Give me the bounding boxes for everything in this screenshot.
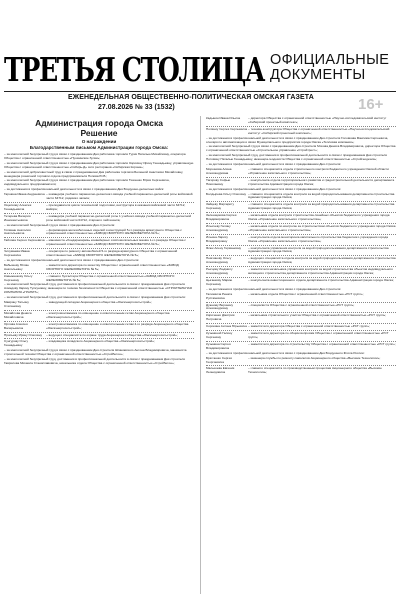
people-list-top — [206, 117, 396, 136]
person-name: Ощепкову Алексея Геннадьевича — [4, 202, 32, 211]
person-name: Гаршина Ивана Андреевича — [4, 192, 45, 197]
person-row — [206, 168, 396, 176]
person-role: – консультанта управления контроля за водой природопользования департамента строительства Администрации города Омска; — [248, 245, 389, 254]
paragraph: – за многолетний безупречный труд в связи с празднованием Дня работника торговли Зорихину Ирину Геннадьевну, управляющую Общества с ограниченной ответственностью «Сибирь-Д» сети ресторанов «Сибирская Корона»; — [4, 160, 194, 169]
person-role: – ведущего специалиста по охране труда Акционерного общества «Омскэнергосетьстрой»; — [46, 332, 178, 337]
person-role: – заместителя директора по строительству Общества с ограниченной ответственностью «РСТ групп»; — [248, 341, 396, 346]
section-heading-c: – за достижения в профессиональной деятельности в связи с празднованием Дня строителя: — [206, 286, 342, 291]
age-rating-badge: 16+ — [358, 96, 384, 113]
paragraph: – за многолетний безупречный труд в связи с празднованием Дня работника торговли Турик Наталью Михайловну, оператора Общества с ограниченной ответственностью «Пушкинские булки»; — [4, 152, 186, 160]
person-row — [206, 203, 396, 211]
person-role: – заведующей складом Акционерного общества «Омскэнергосетьстрой»; — [46, 300, 152, 305]
person-role: – главного бухгалтера Общества с ограниченной ответственностью «ЗАВОД СБОРНОГО ЖЕЛЕЗОБЕТОНА № 5»; — [46, 273, 175, 282]
person-name: Кадынин Ивана Ильича — [206, 116, 241, 120]
preamble: Благодарственным письмом Администрации города Омска: — [29, 144, 169, 150]
newspaper-logo — [4, 38, 266, 90]
person-role: – электромонтажника по освещению и осветительным сетям Акционерного общества «Омскэнергосетьстрой»; — [46, 310, 170, 319]
person-role: – заместителя начальника управления контроля за водой строительства объектов индивидуального жилищного строительства департамента строительства Администрации города Омска; — [248, 267, 393, 276]
person-row — [4, 312, 194, 320]
person-role: – начальника отдела Общества с ограниченной ответственностью «РСТ групп»; — [248, 291, 364, 296]
column-divider — [200, 116, 201, 594]
section-heading-b: – за достижения в профессиональной деятельности в связи с празднованием Дня строителя: — [206, 186, 342, 191]
person-name: Тетерева Валерия Иннокентьевича — [4, 213, 31, 222]
issue-number: 27.08.2026 № 33 (1532) — [98, 104, 175, 111]
person-row — [4, 250, 194, 258]
section-heading-5: – за многолетний безупречный труд, достижения в профессиональной деятельности в связи с празднованием Дня строителя: — [4, 295, 186, 300]
person-row — [206, 357, 396, 365]
person-name: Малышева Евгения Леонидовича — [206, 366, 235, 375]
person-row — [4, 334, 194, 338]
person-row — [4, 264, 194, 272]
person-role: – электромонтажника по освещению и осветительным сетям 4-го разряда Акционерного общества «Омскэнергосетьстрой»; — [46, 321, 189, 330]
paragraph: – за достижения в профессиональной деятельности в связи с празднованием Дня Воздушно-десантных войск: — [4, 187, 165, 192]
person-row — [4, 275, 194, 283]
person-row — [206, 268, 396, 276]
person-name: Орлова Алексея Валерьевича — [4, 321, 28, 330]
person-row — [206, 314, 396, 322]
person-role: – директора Общества с ограниченной ответственностью «Научно-исследовательский институт «Сибирский проектный комплекс»; — [248, 116, 387, 124]
person-row — [4, 301, 194, 309]
person-name: Галиевича Рената Рустамовича — [206, 291, 233, 300]
person-name: Михайлова Дениса Михайловича — [4, 310, 32, 319]
people-list-d — [206, 357, 396, 376]
person-role: – инженера службы по ремонту самолетов Акционерного общества «Высокие Технологии»; — [248, 355, 381, 360]
person-name: Чичумаева Ивана Сергеевича — [4, 249, 30, 258]
person-role: – главного специалиста отдела контроля за водой природопользования департамента строительства Администрации города Омска; — [248, 202, 395, 211]
section-heading-d: – за достижения в профессиональной деятельности в связи с празднованием Дня Воздушного Флота России: — [206, 350, 365, 355]
masthead — [0, 0, 400, 112]
people-list-b — [206, 193, 396, 287]
person-name: Маврину Татьяну Степановну — [4, 300, 29, 308]
org-heading: Администрация города Омска — [35, 118, 163, 128]
paragraph: – за многолетний безупречный труд в связи с празднованием Дня работника торговли Ткаченко Юрия Сергеевича, индивидуального предпринимателя; — [4, 178, 170, 187]
person-role: – главного специалиста отдела строительного контроля бюджетного учреждения Омской области «Управление капитального строительства»; — [248, 166, 389, 175]
person-row — [206, 247, 396, 255]
section-heading-2: – за многолетний безупречный труд в связи с празднованием Дня строителя: — [4, 222, 116, 227]
person-role: – начальника строительного участка Общества с ограниченной ответственностью «РСТ групп»; — [248, 313, 387, 318]
person-name: Морозкова Алина Александровна — [206, 166, 232, 175]
person-role: – машиниста «бондарноарма» конвейерных и вспомогательных машин 1-го разряда Общества с ограниченной ответственностью «ЗАВОД СБОРНОГО ЖЕЛЕЗОБЕТОНА № 5»; — [46, 238, 186, 247]
people-list-1 — [4, 193, 194, 222]
person-role: – командира учебного парашютно-десантного взвода учебной парашютно-десантной роты войсковой части 64712, рядового запаса; — [46, 192, 193, 201]
person-name: Цыганкову Марию Сергеевну — [206, 278, 233, 286]
person-row — [206, 279, 396, 287]
official-line-2: ДОКУМЕНТЫ — [270, 67, 366, 83]
person-row — [206, 367, 396, 375]
person-role: – заместителя директора Общества с ограниченной ответственностью «РСТ групп»; — [248, 324, 370, 329]
person-name: Дуюнову Веронику Александровну — [206, 302, 234, 311]
people-list-a — [206, 168, 396, 187]
person-name: Гопманн Анатолия Анатольевича — [4, 227, 31, 236]
person-role: – техника-конструктора Общества с ограниченной ответственностью «Научно-исследовательский институт «Сибирский проектный комплекс»; — [248, 126, 390, 135]
person-name: Кузьминой Галину Сергеевну — [206, 331, 233, 339]
person-name: Сорокина Антона Юрьевича — [206, 324, 247, 329]
person-row — [206, 332, 396, 340]
person-row — [4, 193, 194, 201]
person-name: Рысцову Людмилу Александровну — [206, 267, 233, 276]
person-name: Братченко Сергея Георгиевича — [206, 355, 232, 364]
paragraph: – за достижения в профессиональной деятельности в связи с празднованием Дня строителя: — [206, 162, 342, 167]
person-role: – консультанта отдела территориального развития и градостроительной деятельности департамента строительства Администрации города Омска; — [248, 177, 395, 186]
person-row — [4, 323, 194, 331]
person-name: Ильичеву Галину Александровну — [206, 223, 231, 232]
person-row — [4, 229, 194, 237]
people-list-2 — [4, 229, 194, 258]
section-paragraph-4: – за многолетний безупречный труд, достижения в профессиональной деятельности в связи с празднованием Дня строителя Ахмедову Зарину Тулкуновну, инженера по технике безопасности Общества с ограниченной ответственностью «СТРОИТЕЛЬНАЯ КОМПАНИЯ «ГРАНИТ»; — [4, 282, 192, 295]
person-row — [206, 304, 396, 312]
person-name: Зайцеву Маргариту Сергеевну — [206, 202, 235, 211]
masthead-rule — [4, 91, 396, 92]
newspaper-title: ТРЕТЬЯ СТОЛИЦА — [4, 50, 266, 89]
person-row — [4, 239, 194, 247]
person-row — [206, 343, 396, 351]
person-role: – заместителя директора по качеству Общества с ограниченной ответственностью «ЗАВОД СБОРНОГО ЖЕЛЕЗОБЕТОНА № 5»; — [46, 262, 179, 271]
people-list-3 — [4, 264, 194, 283]
tagline: ЕЖЕНЕДЕЛЬНАЯ ОБЩЕСТВЕННО-ПОЛИТИЧЕСКАЯ ОМСКАЯ ГАЗЕТА — [68, 94, 314, 101]
person-name: Кириченко Дмитрия Петровича — [206, 313, 235, 322]
section-heading-3: – за достижения в профессиональной деятельности в связи с празднованием Дня строителя: — [4, 257, 140, 262]
person-row — [206, 117, 396, 125]
person-row — [206, 225, 396, 233]
person-role: – консультанта отдела мониторинга капитального строительства бюджетного учреждения города Омска «Управление капитального строительства»; — [248, 234, 388, 243]
subject-heading: О награждении — [81, 139, 117, 144]
official-line-1: ОФИЦИАЛЬНЫЕ — [270, 52, 390, 68]
person-name: Ясюк Алену Германовну — [206, 245, 242, 250]
official-documents-label — [270, 53, 396, 83]
person-role: – кладовщика складского Акционерного общества «Омскэнергосетьстрой»; — [46, 339, 155, 344]
person-row — [4, 215, 194, 223]
person-name: Немчинову Ольгу Александровну — [206, 256, 232, 265]
paragraph: – за многолетний безупречный труд, достижения в профессиональной деятельности в связи с празднованием Дня строителя Гаврилова Михаила Станиславовича, начальника отдела Общества с ограниченной ответственностью «Стройбетон»; — [4, 357, 185, 365]
person-name: Болдырева Ольгу Олеговну — [206, 191, 247, 196]
person-name: Гайлова Сергея Сергеевича — [4, 238, 45, 243]
person-name: Сунгурову Ольгу Геннадьевну — [4, 339, 29, 348]
person-name: Бабышеву Юлию Анатольевну — [4, 262, 29, 271]
section-paragraphs-a — [206, 137, 396, 167]
decision-heading: Решение — [80, 128, 118, 138]
person-role: – главного специалиста по производственным процессам Акционерного общества «Высокие Технологии»; — [248, 366, 382, 375]
people-list-5 — [4, 301, 194, 348]
person-name: Ковыженкову Ольгу Сергеевну — [4, 273, 33, 282]
person-role: – начальника отдела по контролю за строительством объектов бюджетного учреждения города Омска «Управление капитального строительства»; — [248, 223, 396, 232]
left-column — [4, 118, 194, 367]
person-name: Поляниу Сергея Сергеевича — [206, 126, 248, 131]
person-role: – заместителя директора по общим вопросам Общества с ограниченной ответственностью «РСТ групп»; — [248, 331, 389, 339]
person-role: – главного специалиста отдела контроля за водой природопользования департамента строительства Администрации города Омска; — [248, 191, 395, 200]
intro-paragraphs — [4, 153, 194, 192]
person-name: Тагирову Софью Николаевну — [206, 177, 231, 186]
person-name: Пропьеву Ирину Олеговну — [4, 332, 43, 337]
person-role: – преподавателя цикла технической подготовки, инструктора в оказании войсковой части 64712, майора; — [46, 202, 186, 211]
person-row — [206, 325, 396, 329]
person-name: Ильина Ларису Владимировну — [206, 234, 228, 243]
person-role: – оператора по ремонту автомобилей 5-го разряда арматурного Общества с ограниченной ответственностью «ЗАВОД СБОРНОГО ЖЕЛЕЗОБЕТОНА № 5»; — [46, 249, 178, 258]
person-role: – формовщика железобетонных изделий и конструкций 5-го разряда арматурного Общества с ограниченной ответственностью «ЗАВОД СБОРНОГО ЖЕЛЕЗОБЕТОНА № 5»; — [46, 227, 182, 236]
paragraph: – за многолетний безупречный труд в связи с празднованием Дня строителя Мохова Дениса Владимировича, директора Общества с ограниченной ответственностью «Строительное управление «Стройтрест»; — [206, 144, 396, 153]
person-row — [206, 293, 396, 301]
person-role: – ведущего специалиста отдела контроля за водой природопользования департамента строительства Администрации города Омска; — [248, 256, 396, 265]
paragraph: – за многолетний добросовестный труд в связи с празднованием Дня работника торговли Беленкой Анастасии Михайловну, менеджера розничной торговли отдела предпринимателя Попова Ю.В.; — [4, 169, 184, 178]
right-column — [206, 116, 396, 376]
person-role: – командира учебной парашютно-десантной роты 1 учебного взвода учебной парашютно-десантной роты войсковой части 64712, старшего лейтенанта; — [46, 213, 192, 222]
person-row — [206, 214, 396, 222]
people-list-c — [206, 293, 396, 351]
person-row — [4, 204, 194, 212]
person-row — [206, 257, 396, 265]
person-row — [206, 128, 396, 136]
closing-paragraphs — [4, 349, 194, 366]
person-row — [4, 340, 194, 348]
paragraph: – за достижения в профессиональной деятельности в связи с празднованием Дня строителя Головкова Максима Сергеевича, слесаря по автоматизации и связи Муниципального предприятия города Омска «Тепловая компания»; — [206, 135, 389, 144]
paragraph: – за многолетний безупречный труд в связи с празднованием Дня строителя Шпаковского Антона Владимировича, машиниста строительной техники Общества с ограниченной ответственностью «Стройбетон»; — [4, 348, 187, 357]
person-row — [206, 179, 396, 187]
paragraph: – за многолетний безупречный труд, достижения в профессиональной деятельности в связи с празднованием Дня строителя Потовину Наталью Геннадьевну, инженера-геодезиста Общества с ограниченной ответственностью «Стройгеодезия»; — [206, 153, 387, 162]
person-role: – консультанта инвестиционного отдела департамента строительства Администрации города Омска; — [248, 278, 394, 282]
person-name: Кузьмина Сергея Владимировича — [206, 341, 231, 350]
person-row — [206, 193, 396, 201]
person-name: Зеленщикова Сергея Владимировича — [206, 213, 237, 222]
person-role: – начальника отдела контроля строительства линейных объектов бюджетного учреждения города Омска «Управление капитального строительства»; — [248, 213, 390, 222]
person-role: – специалиста Общества с ограниченной ответственностью «РСТ групп»; — [248, 302, 355, 307]
person-row — [206, 236, 396, 244]
